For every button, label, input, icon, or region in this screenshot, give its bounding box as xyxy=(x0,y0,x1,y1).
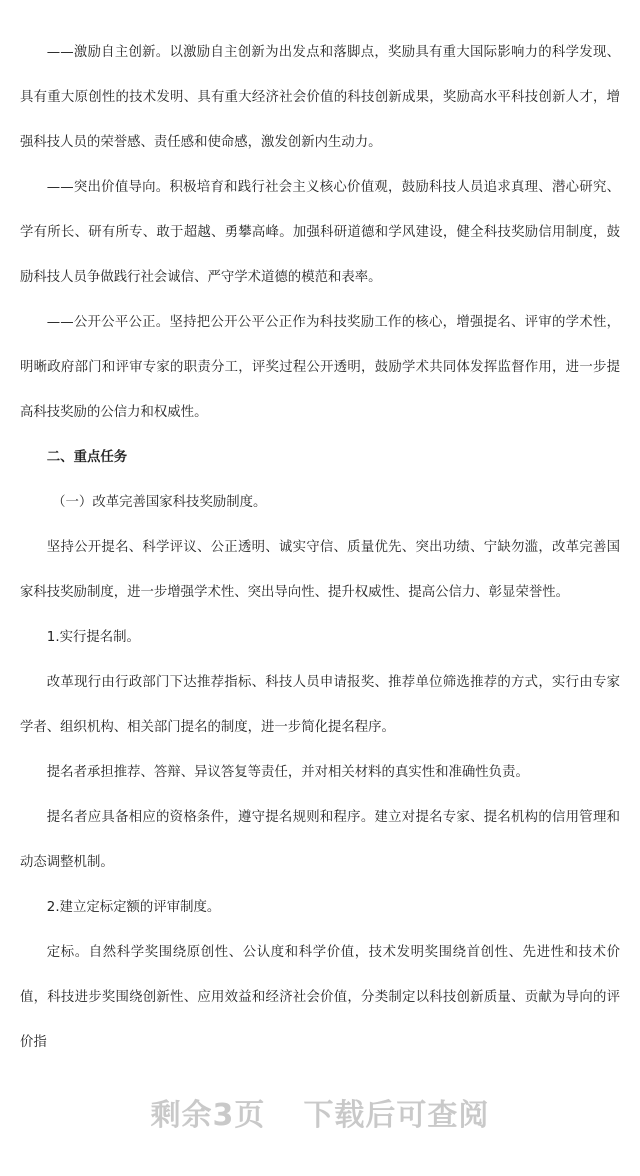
paragraph-nominator-duties: 提名者承担推荐、答辩、异议答复等责任，并对相关材料的真实性和准确性负责。 xyxy=(46,765,529,780)
section-heading-key-tasks: 二、重点任务 xyxy=(46,450,128,465)
paragraph-reform-principles: 坚持公开提名、科学评议、公正透明、诚实守信、质量优先、突出功绩、宁缺勿滥，改革完善国家科技奖励制度，进一步增强学术性、突出导向性、提升权威性、提高公信力、彰显荣誉性。 xyxy=(20,540,620,600)
item-heading-nomination: 1.实行提名制。 xyxy=(46,630,140,645)
paragraph-fairness: ——公开公平公正。坚持把公开公平公正作为科技奖励工作的核心，增强提名、评审的学术性，明晰政府部门和评审专家的职责分工，评奖过程公开透明，鼓励学术共同体发挥监督作用，进一步提高科技奖励的公信力和权威性。 xyxy=(20,315,620,420)
paragraph-nomination-reform: 改革现行由行政部门下达推荐指标、科技人员申请报奖、推荐单位筛选推荐的方式，实行由专家学者、组织机构、相关部门提名的制度，进一步简化提名程序。 xyxy=(20,675,620,735)
download-hint-text: 下载后可查阅 xyxy=(303,1098,490,1133)
paragraph-value-orientation: ——突出价值导向。积极培育和践行社会主义核心价值观，鼓励科技人员追求真理、潜心研究、学有所长、研有所专、敢于超越、勇攀高峰。加强科研道德和学风建设，健全科技奖励信用制度，鼓励科技人员争做践行社会诚信、严守学术道德的模范和表率。 xyxy=(20,180,620,285)
remaining-pages-text: 剩余3页 xyxy=(150,1098,266,1133)
remaining-pages-banner xyxy=(0,1090,640,1140)
paragraph-encourage-innovation: ——激励自主创新。以激励自主创新为出发点和落脚点，奖励具有重大国际影响力的科学发现、具有重大原创性的技术发明、具有重大经济社会价值的科技创新成果，奖励高水平科技创新人才，增强科技人员的荣誉感、责任感和使命感，激发创新内生动力。 xyxy=(20,45,620,150)
paragraph-nominator-qualification: 提名者应具备相应的资格条件，遵守提名规则和程序。建立对提名专家、提名机构的信用管理和动态调整机制。 xyxy=(20,810,620,870)
item-heading-review-system: 2.建立定标定额的评审制度。 xyxy=(46,900,221,915)
sub-heading-reform: （一）改革完善国家科技奖励制度。 xyxy=(52,495,267,510)
paragraph-standards: 定标。自然科学奖围绕原创性、公认度和科学价值，技术发明奖围绕首创性、先进性和技术价值，科技进步奖围绕创新性、应用效益和经济社会价值，分类制定以科技创新质量、贡献为导向的评价指 xyxy=(20,945,620,1050)
